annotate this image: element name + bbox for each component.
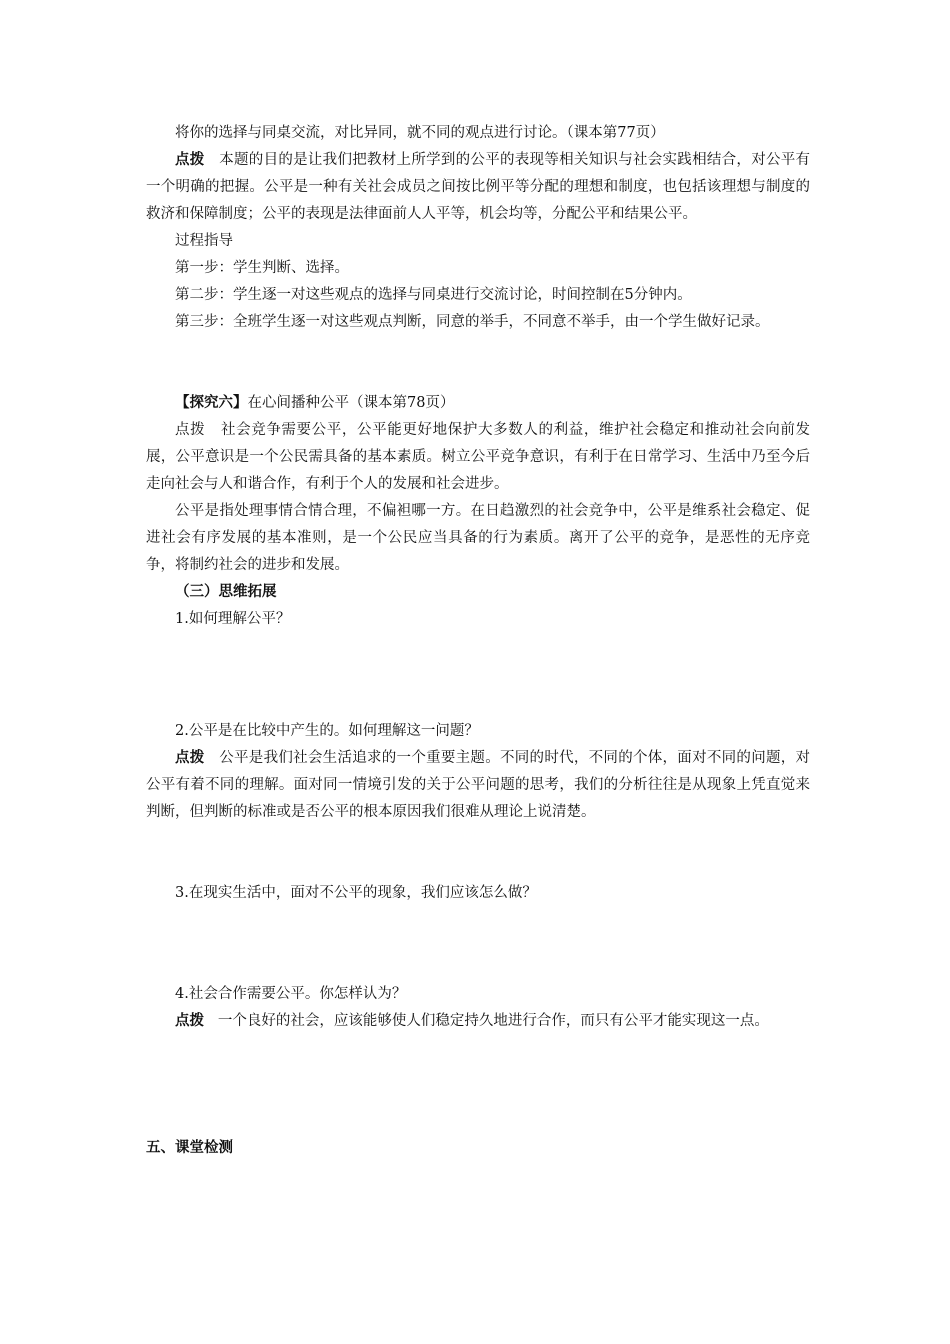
- tip-paragraph-3: [146, 745, 810, 826]
- tip-text: 一个良好的社会，应该能够使人们稳定持久地进行合作，而只有公平才能实现这一点。: [217, 1013, 769, 1029]
- document-page: [146, 120, 810, 1162]
- exchange-instruction: 将你的选择与同桌交流，对比异同，就不同的观点进行讨论。（课本第77页）: [175, 125, 665, 141]
- answer-space: [146, 1035, 810, 1135]
- inquiry-title: 在心间播种公平（课本第78页）: [247, 395, 455, 411]
- tip-label: 点拨: [175, 1013, 204, 1029]
- tip-text: 社会竞争需要公平，公平能更好地保护大多数人的利益，维护社会稳定和推动社会向前发展，公平意识是一个公民需具备的基本素质。树立公平竞争意识，有利于在日常学习、生活中乃至今后走向社会与人和谐合作，有利于个人的发展和社会进步。: [146, 422, 811, 492]
- step-2: 第二步：学生逐一对这些观点的选择与同桌进行交流讨论，时间控制在5分钟内。: [175, 287, 692, 303]
- spacer: [146, 336, 810, 390]
- tip-text: 本题的目的是让我们把教材上所学到的公平的表现等相关知识与社会实践相结合，对公平有一个明确的把握。公平是一种有关社会成员之间按比例平等分配的理想和制度，也包括该理想与制度的救济和保障制度；公平的表现是法律面前人人平等，机会均等，分配公平和结果公平。: [146, 152, 811, 222]
- question-4: 4.社会合作需要公平。你怎样认为？: [175, 986, 407, 1002]
- answer-space: [146, 633, 810, 718]
- tip-label: 点拨: [175, 750, 205, 766]
- step-1: 第一步：学生判断、选择。: [175, 260, 349, 276]
- thinking-extension-heading: （三）思维拓展: [175, 584, 277, 600]
- tip-label: 点拨: [175, 422, 206, 438]
- question-3: 3.在现实生活中，面对不公平的现象，我们应该怎么做？: [175, 885, 537, 901]
- tip-paragraph-4: [146, 1008, 810, 1035]
- inquiry-label: 【探究六】: [175, 395, 248, 411]
- tip-paragraph-1: [146, 147, 810, 228]
- fairness-definition-paragraph: 公平是指处理事情合情合理，不偏袒哪一方。在日趋激烈的社会竞争中，公平是维系社会稳定、促进社会有序发展的基本准则，是一个公民应当具备的行为素质。离开了公平的竞争，是恶性的无序竞争，将制约社会的进步和发展。: [146, 503, 810, 573]
- tip-label: 点拨: [175, 152, 205, 168]
- process-title: 过程指导: [175, 233, 233, 249]
- section-five-title: 五、课堂检测: [146, 1140, 233, 1156]
- inquiry-six-heading: [146, 390, 810, 417]
- answer-space: [146, 826, 810, 880]
- answer-space: [146, 907, 810, 981]
- tip-paragraph-2: [146, 417, 810, 498]
- tip-text: 公平是我们社会生活追求的一个重要主题。不同的时代，不同的个体，面对不同的问题，对公平有着不同的理解。面对同一情境引发的关于公平问题的思考，我们的分析往往是从现象上凭直觉来判断，但判断的标准或是否公平的根本原因我们很难从理论上说清楚。: [146, 750, 811, 820]
- question-2: 2.公平是在比较中产生的。如何理解这一问题？: [175, 723, 479, 739]
- question-1: 1.如何理解公平？: [175, 611, 291, 627]
- step-3: 第三步：全班学生逐一对这些观点判断，同意的举手，不同意不举手，由一个学生做好记录。: [175, 314, 770, 330]
